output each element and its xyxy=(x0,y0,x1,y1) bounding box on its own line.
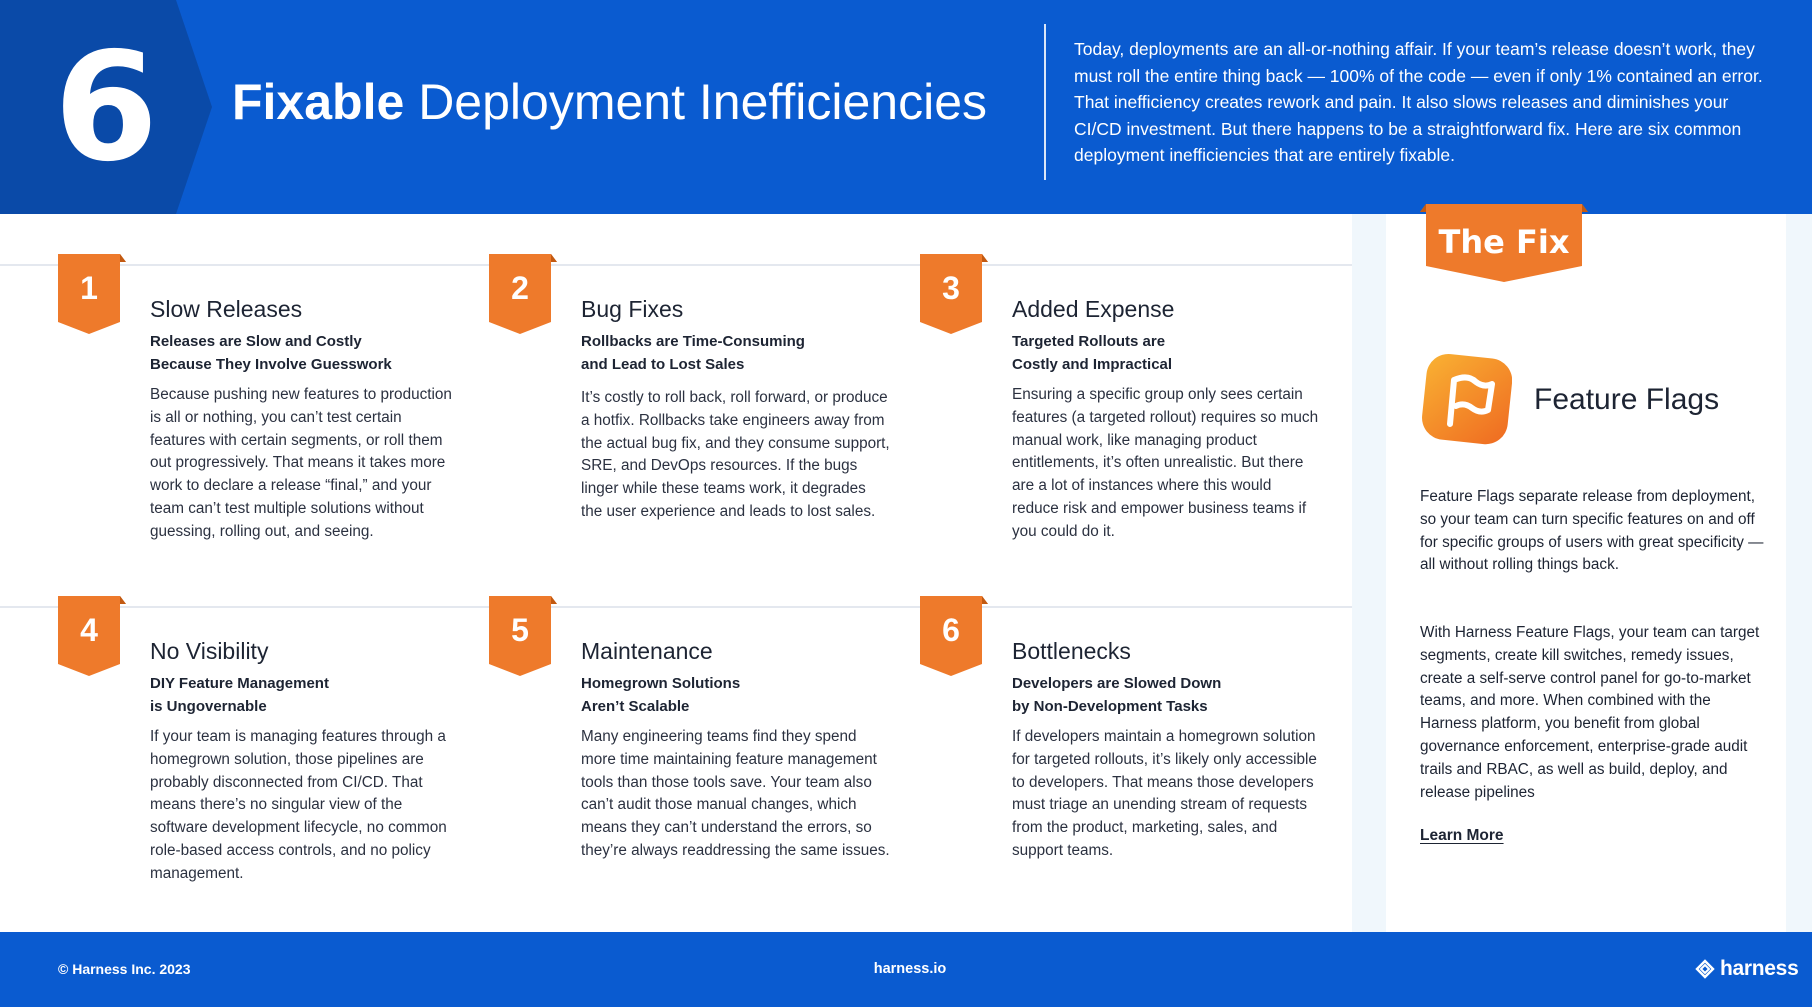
badge-number: 1 xyxy=(80,270,98,306)
harness-logo-icon xyxy=(1694,959,1716,979)
footer-website-link[interactable]: harness.io xyxy=(873,961,947,977)
number-badge xyxy=(58,596,126,676)
inefficiency-card-5 xyxy=(489,596,909,916)
subtitle-line: Costly and Impractical xyxy=(1012,356,1173,373)
card-body: Ensuring a specific group only sees certain features (a targeted rollout) requires so much manual work, like managing product entitlements, it’s often unrealistic. But there are a lot of instances where this would reduce risk and empower business teams if you could do it. xyxy=(1012,386,1319,540)
the-fix-badge xyxy=(1420,204,1588,282)
card-subtitle xyxy=(1012,330,1332,376)
badge-number: 4 xyxy=(80,612,98,648)
product-title: Feature Flags xyxy=(1534,383,1720,416)
card-title: Bug Fixes xyxy=(581,296,684,322)
card-subtitle xyxy=(581,330,901,376)
card-body: It’s costly to roll back, roll forward, or produce a hotfix. Rollbacks take engineers away from the actual bug fix, and they consume support, SRE, and DevOps resources. If the bugs linger while these teams work, it degrades the user experience and leads to lost sales. xyxy=(581,389,890,520)
card-title: Added Expense xyxy=(1012,296,1175,322)
number-badge xyxy=(58,254,126,334)
inefficiency-card-1 xyxy=(58,254,478,574)
badge-number: 3 xyxy=(942,270,960,306)
badge-number: 2 xyxy=(511,270,529,306)
subtitle-line: Because They Involve Guesswork xyxy=(150,356,392,373)
footer-copyright: © Harness Inc. 2023 xyxy=(58,961,191,977)
subtitle-line: Releases are Slow and Costly xyxy=(150,333,362,350)
number-badge xyxy=(489,254,557,334)
page-title xyxy=(232,72,987,132)
subtitle-line: is Ungovernable xyxy=(150,698,267,715)
card-title: No Visibility xyxy=(150,638,269,664)
feature-flag-icon xyxy=(1420,354,1512,446)
header-intro: Today, deployments are an all-or-nothing affair. If your team’s release doesn’t work, they must roll the entire thing back — 100% of the code — even if only 1% contained an error. That inefficiency creates rework and pain. It also slows releases and diminishes your CI/CD investment. But there happens to be a straightforward fix. Here are six common deployment inefficiencies that are entirely fixable. xyxy=(1074,39,1763,165)
card-subtitle xyxy=(150,672,470,718)
card-title: Maintenance xyxy=(581,638,713,664)
number-badge xyxy=(489,596,557,676)
card-body: If developers maintain a homegrown solution for targeted rollouts, it’s likely only accessible to developers. That means those developers must triage an unending stream of requests from the product, marketing, sales, and support teams. xyxy=(1012,728,1317,859)
header-divider xyxy=(1044,24,1046,180)
subtitle-line: Homegrown Solutions xyxy=(581,675,741,692)
card-subtitle xyxy=(1012,672,1332,718)
subtitle-line: Developers are Slowed Down xyxy=(1012,675,1222,692)
badge-number: 6 xyxy=(942,612,960,648)
subtitle-line: by Non-Development Tasks xyxy=(1012,698,1208,715)
number-badge xyxy=(920,596,988,676)
card-body: Because pushing new features to production is all or nothing, you can’t test certain features with certain segments, or roll them out progressively. That means it takes more work to declare a release “final,” and your team can’t test multiple solutions without guessing, rolling out, and seeing. xyxy=(150,386,452,540)
card-subtitle xyxy=(581,672,901,718)
card-body: Many engineering teams find they spend more time maintaining feature management tools than those tools save. Your team also can’t audit those manual changes, which means they can’t understand the errors, so they’re always readdressing the same issues. xyxy=(581,728,890,859)
number-badge xyxy=(920,254,988,334)
subtitle-line: Rollbacks are Time-Consuming xyxy=(581,333,805,350)
subtitle-line: Aren’t Scalable xyxy=(581,698,690,715)
fix-paragraph-1: Feature Flags separate release from deployment, so your team can turn specific features on and off for specific groups of users with great specificity — all without rolling things back. xyxy=(1420,488,1764,574)
the-fix-label: The Fix xyxy=(1438,223,1570,261)
inefficiency-card-4 xyxy=(58,596,478,916)
card-title: Bottlenecks xyxy=(1012,638,1131,664)
badge-number: 5 xyxy=(511,612,529,648)
subtitle-line: Targeted Rollouts are xyxy=(1012,333,1166,350)
subtitle-line: and Lead to Lost Sales xyxy=(581,356,745,373)
card-body: If your team is managing features through a homegrown solution, those pipelines are probably disconnected from CI/CD. That means there’s no singular view of the software development lifecycle, no common role-based access controls, and no policy management. xyxy=(150,728,447,882)
subtitle-line: DIY Feature Management xyxy=(150,675,329,692)
title-bold: Fixable xyxy=(232,74,405,130)
footer xyxy=(0,932,1812,1007)
inefficiency-card-6 xyxy=(920,596,1340,916)
title-rest: Deployment Inefficiencies xyxy=(418,74,988,130)
inefficiency-card-3 xyxy=(920,254,1340,574)
logo-wordmark: harness xyxy=(1720,957,1799,980)
inefficiency-card-2 xyxy=(489,254,909,574)
fix-paragraph-2: With Harness Feature Flags, your team can target segments, create kill switches, remedy issues, create a self-serve control panel for go-to-market teams, and more. When combined with the Harness platform, you benefit from global governance enforcement, enterprise-grade audit trails and RBAC, as well as build, deploy, and release pipelines xyxy=(1420,624,1760,801)
learn-more-link[interactable]: Learn More xyxy=(1420,827,1504,844)
card-title: Slow Releases xyxy=(150,296,303,322)
header-number: 6 xyxy=(53,21,155,195)
header-banner xyxy=(0,0,1812,214)
card-subtitle xyxy=(150,330,470,376)
